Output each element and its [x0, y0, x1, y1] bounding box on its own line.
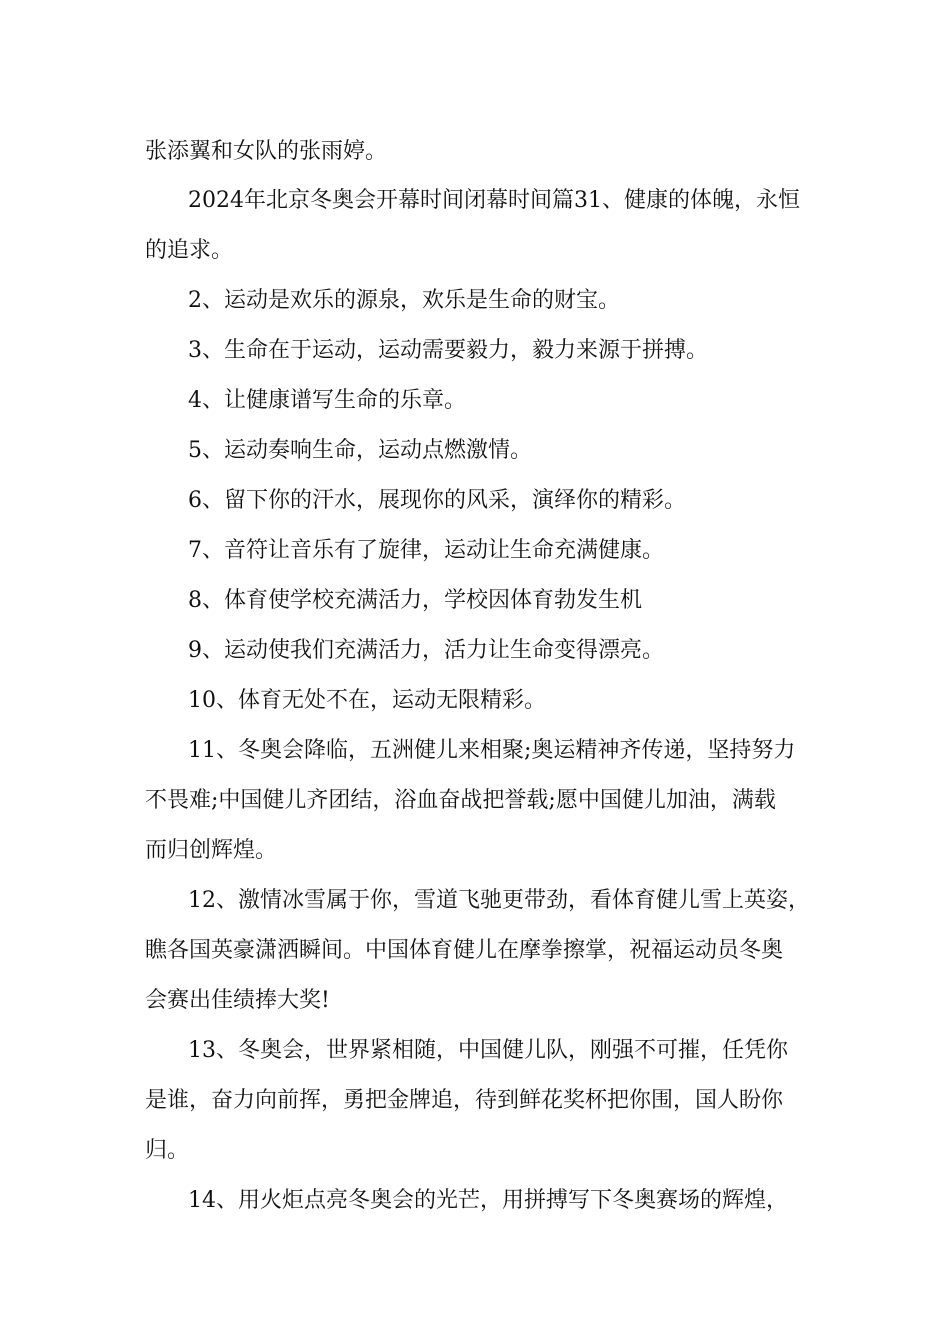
text-line: 不畏难;中国健儿齐团结，浴血奋战把誉载;愿中国健儿加油，满载 [145, 788, 776, 813]
text-line: 归。 [145, 1138, 190, 1163]
text-line: 3、生命在于运动，运动需要毅力，毅力来源于拼搏。 [188, 338, 708, 363]
text-line: 的追求。 [145, 238, 234, 263]
text-line: 14、用火炬点亮冬奥会的光芒，用拼搏写下冬奥赛场的辉煌， [188, 1188, 788, 1213]
text-line: 10、体育无处不在，运动无限精彩。 [188, 688, 546, 713]
text-line: 瞧各国英豪潇洒瞬间。中国体育健儿在摩拳擦掌，祝福运动员冬奥 [145, 938, 784, 963]
text-line: 5、运动奏响生命，运动点燃激情。 [188, 438, 532, 463]
text-line: 8、体育使学校充满活力，学校因体育勃发生机 [188, 588, 642, 613]
text-line: 9、运动使我们充满活力，活力让生命变得漂亮。 [188, 638, 664, 663]
text-line: 2024年北京冬奥会开幕时间闭幕时间篇31、健康的体魄，永恒 [188, 188, 800, 213]
text-line: 而归创辉煌。 [145, 838, 278, 863]
text-line: 是谁，奋力向前挥，勇把金牌追，待到鲜花奖杯把你围，国人盼你 [145, 1088, 784, 1113]
text-line: 张添翼和女队的张雨婷。 [145, 139, 388, 164]
text-line: 4、让健康谱写生命的乐章。 [188, 388, 466, 413]
text-line: 会赛出佳绩捧大奖! [145, 988, 330, 1013]
text-line: 13、冬奥会，世界紧相随，中国健儿队，刚强不可摧，任凭你 [188, 1038, 788, 1063]
text-line: 7、音符让音乐有了旋律，运动让生命充满健康。 [188, 538, 664, 563]
text-line: 6、留下你的汗水，展现你的风采，演绎你的精彩。 [188, 488, 686, 513]
text-line: 2、运动是欢乐的源泉，欢乐是生命的财宝。 [188, 288, 620, 313]
text-line: 12、激情冰雪属于你，雪道飞驰更带劲，看体育健儿雪上英姿， [188, 888, 810, 913]
text-line: 11、冬奥会降临，五洲健儿来相聚;奥运精神齐传递，坚持努力 [188, 738, 796, 763]
